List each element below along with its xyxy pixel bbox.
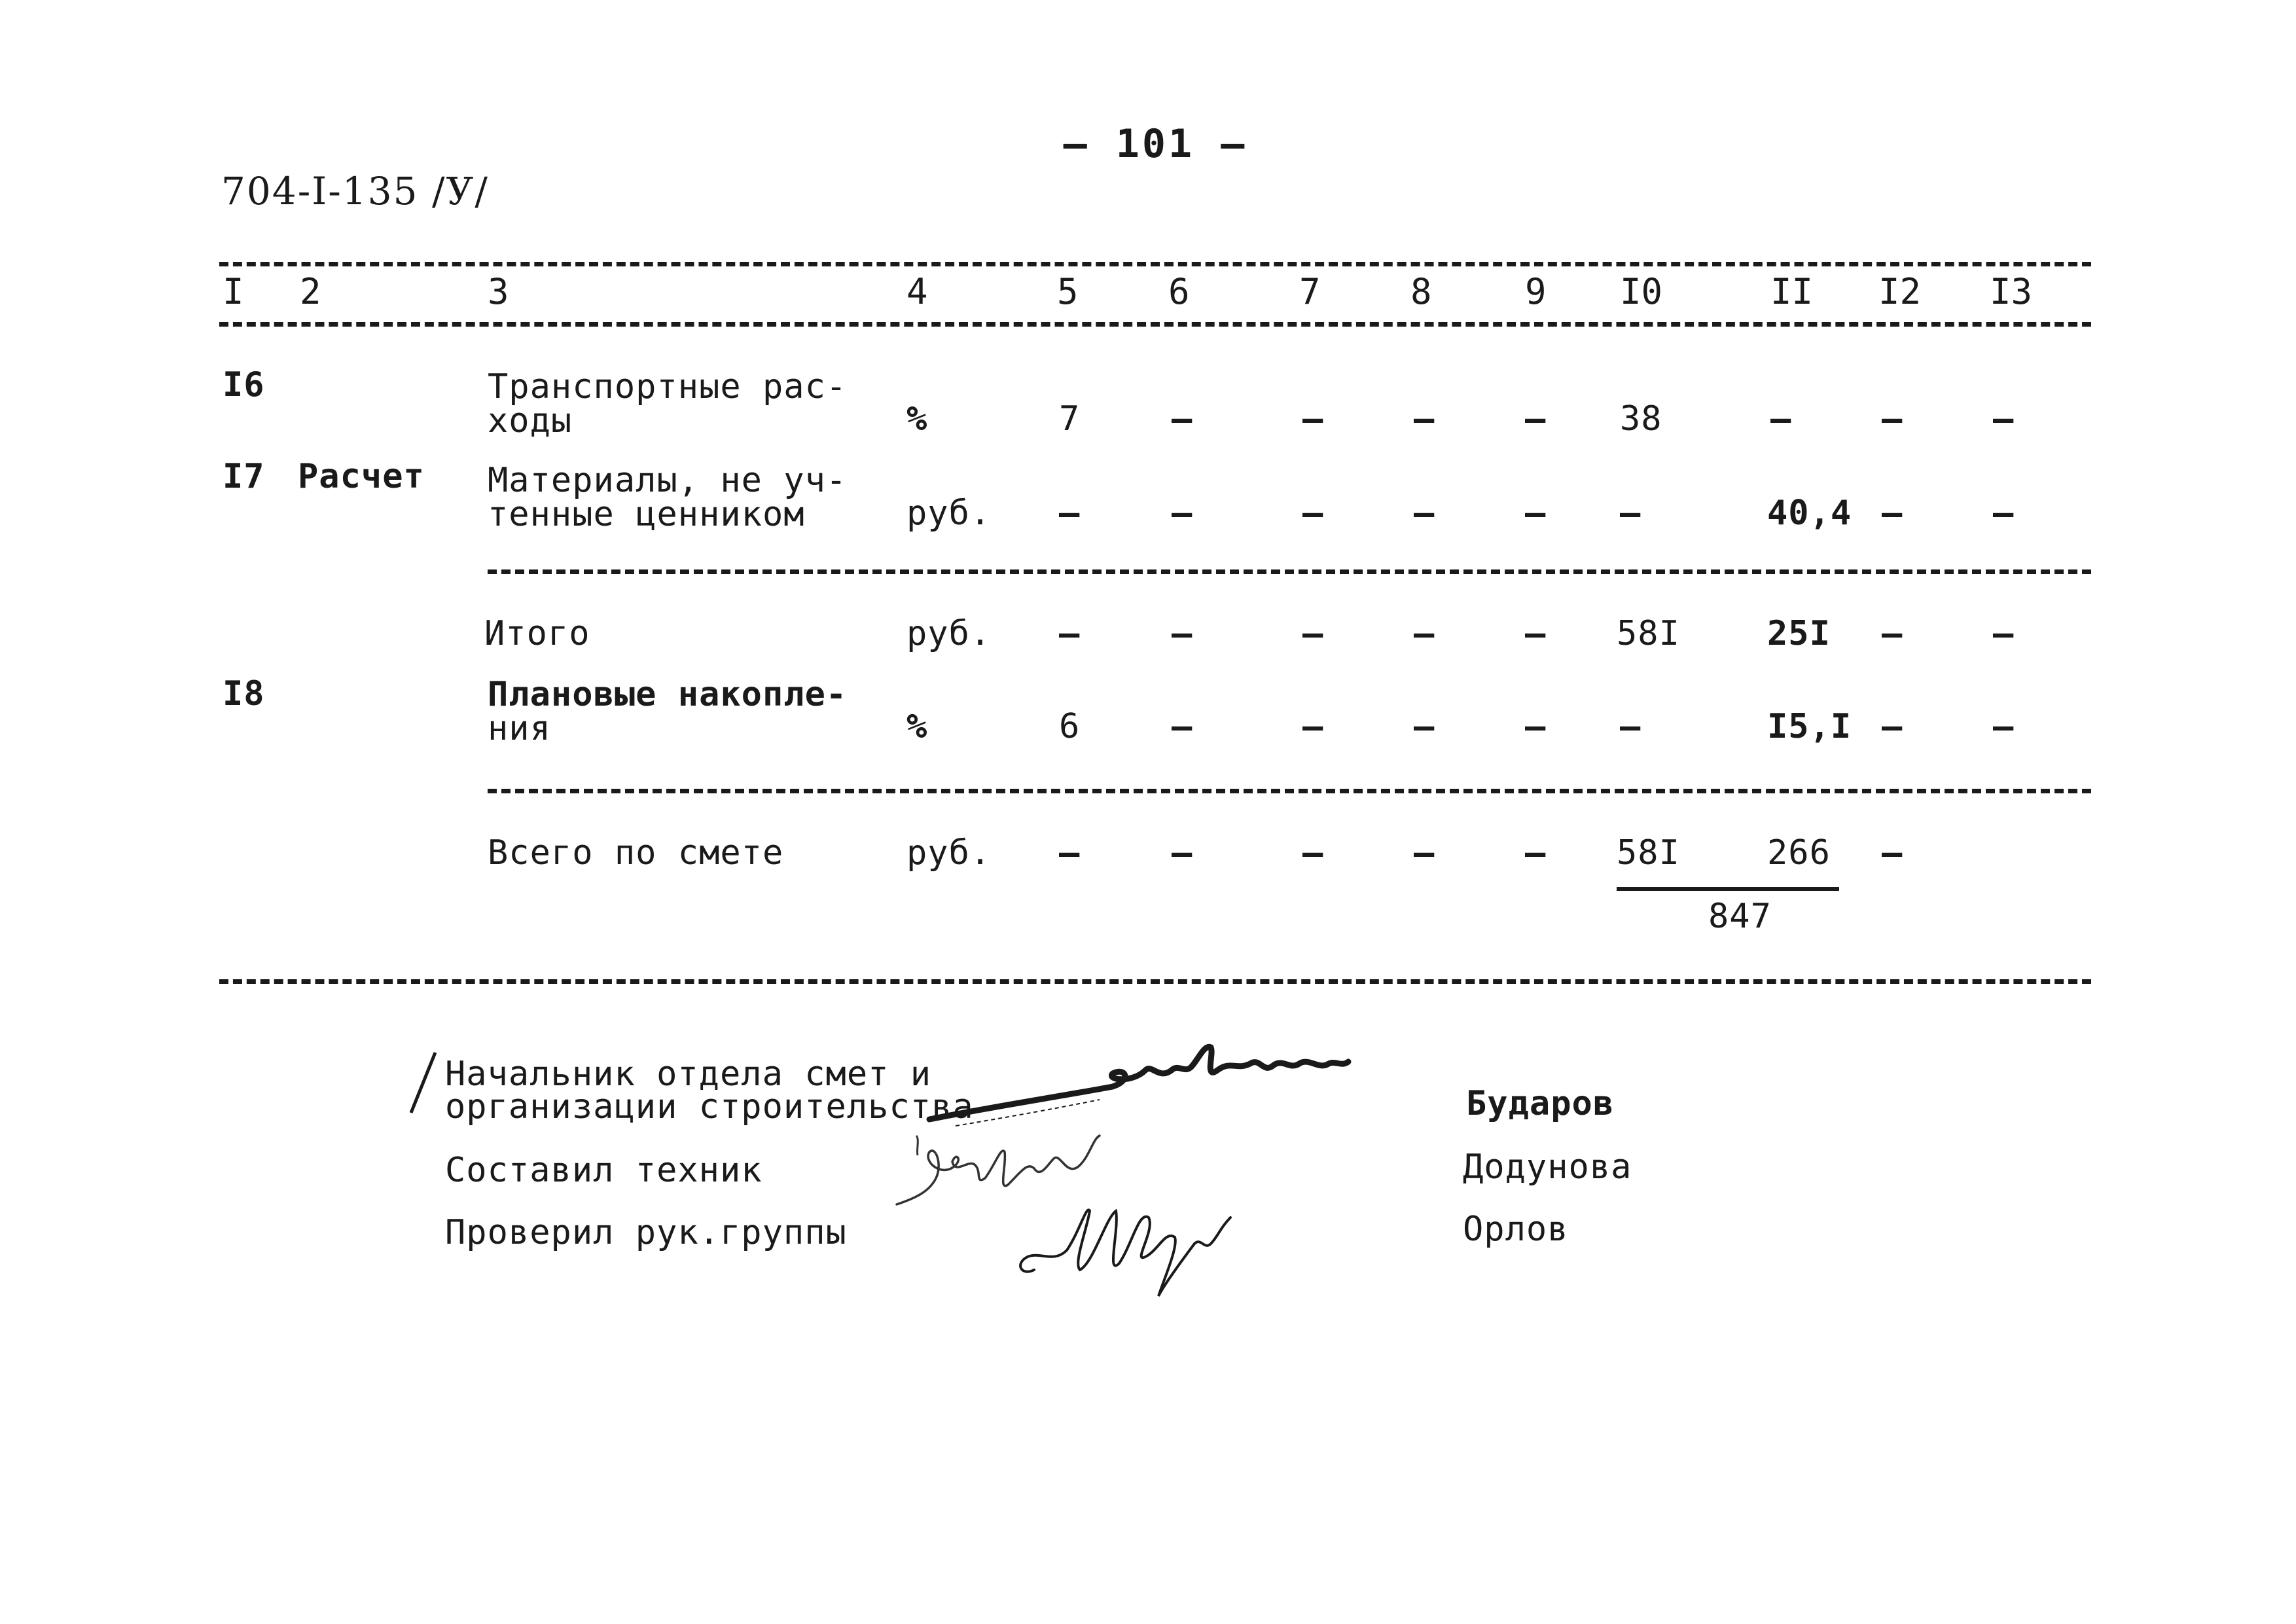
cell-col9: – [1525,833,1547,873]
cell-col6: – [1172,614,1193,653]
table-header-rule [219,322,2091,327]
cell-col13: – [1993,707,2015,746]
cell-col12: – [1882,494,1903,533]
total-rule [488,789,2091,793]
head-title [445,1055,974,1127]
row-description-line1: Материалы, не уч- [488,461,848,500]
document-code: 704-I-135 /У/ [221,169,489,213]
checker-label: Проверил рук.группы [445,1213,847,1252]
cell-col11: 25I [1767,614,1831,653]
row-unit: руб. [906,833,992,873]
row-description [488,367,848,441]
head-title-line2: организации строительства [445,1087,974,1127]
cell-col11: 40,4 [1767,494,1852,533]
head-title-line1: Начальник отдела смет и [445,1055,932,1094]
row-unit: % [906,399,928,439]
col-header-5: 5 [1057,271,1079,312]
slash-mark [406,1047,445,1119]
cell-col9: – [1525,614,1547,653]
cell-col11: I5,I [1767,707,1852,746]
row-description [488,463,847,532]
col-header-11: II [1770,271,1814,312]
row-unit: руб. [906,614,992,653]
cell-col5: – [1059,494,1081,533]
cell-col9: – [1525,707,1547,746]
table-bottom-rule [219,979,2091,984]
cell-col6: – [1172,833,1193,873]
cell-col11: 266 [1767,833,1831,873]
cell-col10: 38 [1620,399,1662,439]
cell-col6: – [1172,494,1193,533]
cell-col7: – [1302,614,1324,653]
col-header-10: I0 [1620,271,1663,312]
row-description: Всего по смете [488,833,784,873]
col-header-1: I [223,271,244,312]
row-number: I6 [223,365,265,405]
grand-total-underline [1617,887,1839,891]
cell-col5: – [1059,614,1081,653]
cell-col10: – [1620,707,1641,746]
cell-col8: – [1414,707,1435,746]
col-header-6: 6 [1168,271,1190,312]
cell-col8: – [1414,494,1435,533]
cell-col8: – [1414,399,1435,439]
col-header-8: 8 [1410,271,1432,312]
cell-col7: – [1302,399,1324,439]
cell-col13: – [1993,399,2015,439]
cell-col8: – [1414,833,1435,873]
row-unit: руб. [906,494,992,533]
col-header-13: I3 [1990,271,2033,312]
cell-col12: – [1882,833,1903,873]
row-number: I8 [223,674,265,713]
row-description-line2: тенные ценником [488,495,805,534]
col-header-7: 7 [1299,271,1321,312]
cell-col11: – [1770,399,1792,439]
subtotal-rule [488,569,2091,574]
col-header-12: I2 [1878,271,1922,312]
row-unit: % [906,707,928,746]
cell-col9: – [1525,494,1547,533]
table-top-rule [219,262,2091,266]
row-description-line2: ходы [488,401,573,441]
row-description-line1: Транспортные рас- [488,367,848,406]
row-description-line2: ния [488,709,551,748]
cell-col6: – [1172,707,1193,746]
cell-col5: – [1059,833,1081,873]
head-name: Бударов [1466,1084,1615,1123]
cell-col13: – [1993,614,2015,653]
cell-col10: 58I [1617,833,1680,873]
compiler-label: Составил техник [445,1151,762,1190]
cell-col10: 58I [1617,614,1680,653]
cell-col13: – [1993,494,2015,533]
cell-col9: – [1525,399,1547,439]
col-header-3: 3 [488,271,509,312]
cell-col6: – [1172,399,1193,439]
cell-col12: – [1882,614,1903,653]
checker-name: Орлов [1463,1210,1569,1249]
row-description: Итого [484,614,590,653]
compiler-name: Додунова [1463,1147,1632,1187]
head-signature [916,1034,1388,1132]
cell-col5: 6 [1059,707,1081,746]
col-header-2: 2 [300,271,321,312]
cell-col7: – [1302,707,1324,746]
cell-col8: – [1414,614,1435,653]
cell-col7: – [1302,833,1324,873]
checker-signature [1008,1191,1283,1309]
page-number: — 101 — [1063,121,1247,167]
cell-col12: – [1882,399,1903,439]
cell-col12: – [1882,707,1903,746]
row-description [488,677,847,746]
grand-total: 847 [1708,897,1772,936]
row-number: I7 [223,457,265,496]
cell-col7: – [1302,494,1324,533]
cell-col5: 7 [1059,399,1081,439]
row-description-line1: Плановые накопле- [488,675,848,714]
col-header-9: 9 [1525,271,1547,312]
cell-col10: – [1620,494,1641,533]
row-basis: Расчет [298,457,425,496]
col-header-4: 4 [906,271,928,312]
